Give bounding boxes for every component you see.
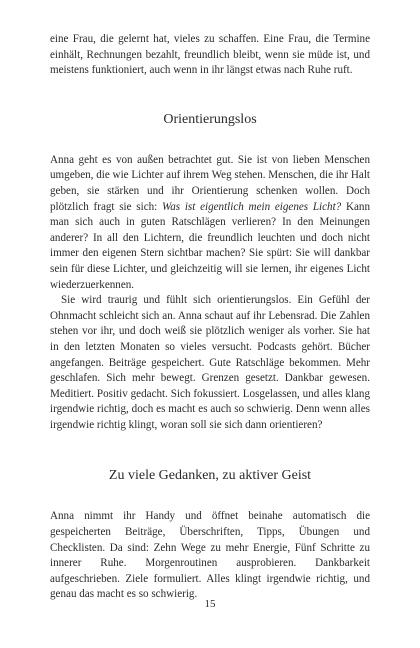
- page-number: 15: [204, 598, 216, 610]
- section1-paragraph-1-text-a: Anna geht es von außen betrachtet gut. Sie ist von lieben Menschen umgeben, die wie Lichter auf ihrem Weg stehen. Menschen, die ihr Halt geben, sie stärken und ihr Orientierung schenken wollen. Doch plötzlich fragt sie sich:: [50, 153, 370, 213]
- section1-paragraph-1-emphasis: Was ist eigentlich mein eigenes Licht?: [162, 200, 342, 213]
- section1-paragraph-1: [50, 153, 370, 293]
- section-heading-zu-viele-gedanken: Zu viele Gedanken, zu aktiver Geist: [108, 468, 312, 484]
- top-paragraph: eine Frau, die gelernt hat, vieles zu schaffen. Eine Frau, die Termine einhält, Rechnungen bezahlt, freundlich bleibt, wenn sie müde ist, und meistens funktioniert, auch wenn in ihr längst etwas nach Ruhe ruft.: [50, 33, 370, 77]
- section2-paragraph-1: Anna nimmt ihr Handy und öffnet beinahe automatisch die gespeicherten Beiträge, Überschriften, Tipps, Übungen und Checklisten. Da sind: Zehn Wege zu mehr Energie, Fünf Schritte zu innerer Ruhe. Morgenroutinen ausprobieren. Dankbarkeit aufgeschrieben. Ziele formuliert. Alles klingt irgendwie richtig, und genau das macht es so schwierig.: [50, 510, 370, 601]
- section1-paragraph-2: Sie wird traurig und fühlt sich orientierungslos. Ein Gefühl der Ohnmacht schleicht sich an. Anna schaut auf ihr Lebensrad. Die Zahlen stehen vor ihr, und doch weiß sie plötzlich weniger als vorher. Sie hat in den letzten Monaten so vieles versucht. Podcasts gehört. Bücher angefangen. Beiträge gespeichert. Gute Ratschläge bekommen. Mehr geschlafen. Sich mehr bewegt. Grenzen gesetzt. Dankbar gewesen. Meditiert. Positiv gedacht. Sich fokussiert. Losgelassen, und alles klang irgendwie richtig, doch es macht es auch so schwierig. Denn wenn alles irgendwie richtig klingt, woran soll sie sich dann orientieren?: [50, 294, 370, 431]
- section1-paragraph-1-text-b: Kann man sich auch in guten Ratschlägen verlieren? In den Meinungen anderer? In all den Lichtern, die freundlich leuchten und doch nicht immer den eigenen Stern sichtbar machen? Sie spürt: Sie will dankbar sein für diese Lichter, und gleichzeitig will sie lernen, ihr eigenes Licht wiederzuerkennen.: [50, 200, 370, 291]
- section-heading-orientierungslos: Orientierungslos: [163, 111, 257, 127]
